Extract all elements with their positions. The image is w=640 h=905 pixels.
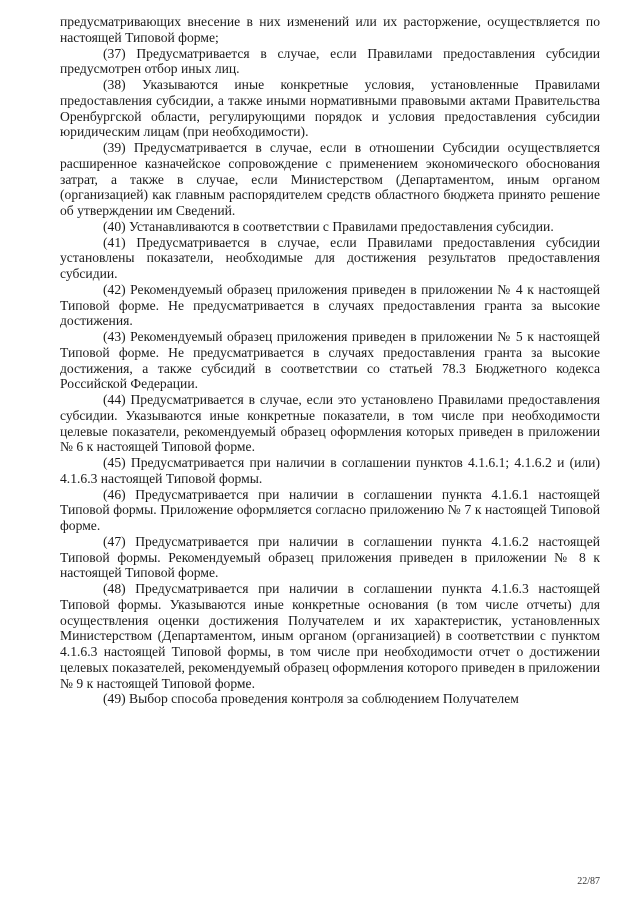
footnote-40: (40) Устанавливаются в соответствии с Правилами предоставления субсидии. [103,218,554,234]
document-body [60,14,600,707]
footnote-45: (45) Предусматривается при наличии в соглашении пунктов 4.1.6.1; 4.1.6.2 и (или) 4.1.6.3 настоящей Типовой формы. [60,455,600,486]
footnote-48: (48) Предусматривается при наличии в соглашении пункта 4.1.6.3 настоящей Типовой формы. Указываются иные конкретные основания (в том числе отчеты) для осуществления оценки достижения Получателем и их характеристик, установленных Министерством (Департаментом, иным органом (организацией) в соответствии с пунктом 4.1.6.3 настоящей Типовой формы, в том числе при необходимости отчет о достижении целевых показателей, рекомендуемый образец оформления которого приведен в приложении № 9 к настоящей Типовой форме. [60,581,600,691]
footnote-37: (37) Предусматривается в случае, если Правилами предоставления субсидии предусмотрен отбор иных лиц. [60,45,600,77]
footnote-43: (43) Рекомендуемый образец приложения приведен в приложении № 5 к настоящей Типовой форме. Не предусматривается в случаях предоставления гранта за высокие достижения, а также субсидий в соответствии со статьей 78.3 Бюджетного кодекса Российской Федерации. [60,329,600,392]
footnote-41: (41) Предусматривается в случае, если Правилами предоставления субсидии установлены показатели, необходимые для достижения результатов предоставления субсидии. [60,234,600,281]
footnote-42: (42) Рекомендуемый образец приложения приведен в приложении № 4 к настоящей Типовой форме. Не предусматривается в случаях предоставления гранта за высокие достижения. [60,281,600,329]
footnote-49: (49) Выбор способа проведения контроля за соблюдением Получателем [103,691,519,707]
footnote-46: (46) Предусматривается при наличии в соглашении пункта 4.1.6.1 настоящей Типовой формы. Приложение оформляется согласно приложению № 7 к настоящей Типовой форме. [60,486,600,533]
footnote-44: (44) Предусматривается в случае, если это установлено Правилами предоставления субсидии. Указываются иные конкретные показатели, в том числе при необходимости целевые показатели, рекомендуемый образец оформления которых приведен в приложении № 6 к настоящей Типовой форме. [60,392,600,455]
footnote-38: (38) Указываются иные конкретные условия, установленные Правилами предоставления субсидии, а также иными нормативными правовыми актами Правительства Оренбургской области, регулирующими порядок и условия предоставления субсидии юридическим лицам (при необходимости). [60,77,600,140]
paragraph-continuation: предусматривающих внесение в них изменений или их расторжение, осуществляется по настоящей Типовой форме; [60,14,600,45]
page-number: 22/87 [577,876,600,887]
footnote-47: (47) Предусматривается при наличии в соглашении пункта 4.1.6.2 настоящей Типовой формы. Рекомендуемый образец приложения приведен в приложении № 8 к настоящей Типовой форме. [60,533,600,581]
footnote-39: (39) Предусматривается в случае, если в отношении Субсидии осуществляется расширенное казначейское сопровождение с применением экономического обоснования затрат, а также в случае, если Министерством (Департаментом, иным органом (организацией) как главным распорядителем средств областного бюджета принято решение об утверждении им Сведений. [60,140,600,218]
